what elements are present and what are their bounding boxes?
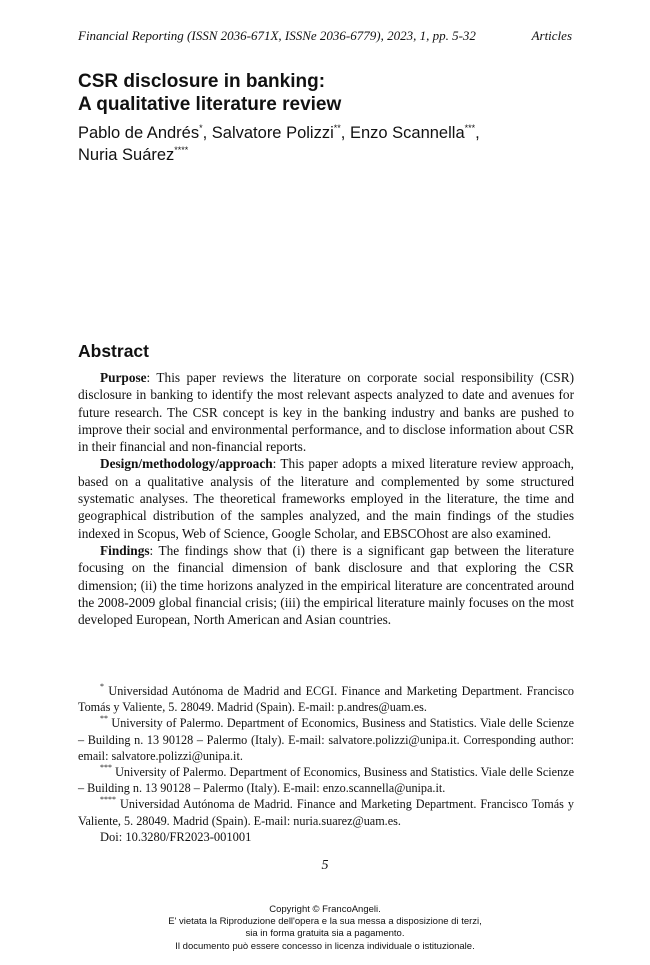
author-name: Salvatore Polizzi: [211, 124, 334, 142]
author-affiliation-mark: **: [333, 123, 341, 133]
footnote: [78, 796, 574, 828]
affiliation-footnotes: [78, 683, 574, 829]
section-label: Articles: [531, 28, 572, 43]
purpose-text: : This paper reviews the literature on corporate social responsibility (CSR) disclosure in banking to identify the most relevant aspects analyzed to date and avenues for future research. The CSR concept is key in the banking industry and banks are pushed to improve their social and environmental performance, and to disclose information about CSR in their financial and non-financial reports.: [78, 370, 574, 455]
footnote-mark: ***: [100, 763, 112, 773]
page-number: 5: [321, 858, 329, 873]
author-separator: ,: [202, 124, 212, 142]
abstract-design-paragraph: [78, 455, 574, 541]
author-name: Pablo de Andrés: [78, 124, 200, 142]
copyright-line: sia in forma gratuita sia a pagamento.: [245, 928, 405, 940]
footnote-text: University of Palermo. Department of Economics, Business and Statistics. Viale delle Scienze – Building n. 13 90128 – Palermo (Italy). E-mail: salvatore.polizzi@unipa.it. Corresponding author: email: salvatore.polizzi@unipa.it.: [78, 716, 574, 763]
footnote: [78, 715, 574, 764]
design-text: : This paper adopts a mixed literature review approach, based on a qualitative analysis of the literature and complemented by some structured systematic analyses. The theoretical frameworks employed in the literature, the time and geographical distribution of the samples analyzed, and the main findings of the studies indexed in Scopus, Web of Science, Google Scholar, and EBSCOhost are also examined.: [78, 456, 574, 541]
footnote-text: University of Palermo. Department of Economics, Business and Statistics. Viale delle Scienze – Building n. 13 90128 – Palermo (Italy). E-mail: enzo.scannella@unipa.it.: [78, 765, 574, 796]
author-affiliation-mark: *: [199, 123, 203, 133]
copyright-notice: [0, 904, 650, 953]
footnote-text: Universidad Autónoma de Madrid and ECGI. Finance and Marketing Department. Francisco Tomás y Valiente, 5. 28049. Madrid (Spain). E-mail: p.andres@uam.es.: [78, 684, 574, 715]
author-line-2: [78, 144, 578, 166]
footnote: [78, 764, 574, 796]
author-separator: ,: [340, 124, 350, 142]
author-line-1: [78, 122, 578, 144]
footnote-mark: *: [100, 682, 104, 691]
abstract-body: [78, 369, 574, 628]
copyright-line: E' vietata la Riproduzione dell'opera e la sua messa a disposizione di terzi,: [168, 916, 482, 928]
footnote-text: Universidad Autónoma de Madrid. Finance and Marketing Department. Francisco Tomás y Valiente, 5. 28049. Madrid (Spain). E-mail: nuria.suarez@uam.es.: [78, 797, 574, 828]
author-name: Nuria Suárez: [78, 146, 175, 164]
copyright-line: Copyright © FrancoAngeli.: [269, 904, 381, 915]
author-separator: ,: [475, 124, 480, 142]
author-affiliation-mark: ****: [174, 145, 189, 155]
footnote: [78, 683, 574, 715]
design-label: Design/methodology/approach: [100, 456, 273, 472]
article-title-line-1: CSR disclosure in banking:: [78, 71, 326, 92]
copyright-line: Il documento può essere concesso in licenza individuale o istituzionale.: [175, 940, 475, 952]
footnote-mark: **: [100, 714, 108, 724]
footnote-mark: ****: [100, 795, 116, 805]
author-list: [78, 122, 578, 166]
doi[interactable]: Doi: 10.3280/FR2023-001001: [100, 830, 252, 844]
abstract-purpose-paragraph: [78, 369, 574, 455]
findings-text: : The findings show that (i) there is a significant gap between the literature focusing on the financial dimension of bank disclosure and that exploring the CSR dimension; (ii) the time horizons analyzed in the empirical literature are concentrated around the 2008-2009 global financial crisis; (iii) the empirical literature mainly focuses on the most developed European, North American and Asian countries.: [78, 542, 574, 628]
author-name: Enzo Scannella: [349, 124, 465, 142]
article-title-line-2: A qualitative literature review: [78, 94, 342, 115]
article-title: [78, 70, 578, 116]
purpose-label: Purpose: [100, 370, 147, 385]
abstract-heading: Abstract: [78, 341, 149, 361]
author-affiliation-mark: ***: [464, 123, 476, 133]
abstract-findings-paragraph: [78, 542, 574, 628]
findings-label: Findings: [100, 542, 150, 558]
journal-citation: Financial Reporting (ISSN 2036-671X, ISSNe 2036-6779), 2023, 1, pp. 5-32: [78, 28, 476, 43]
